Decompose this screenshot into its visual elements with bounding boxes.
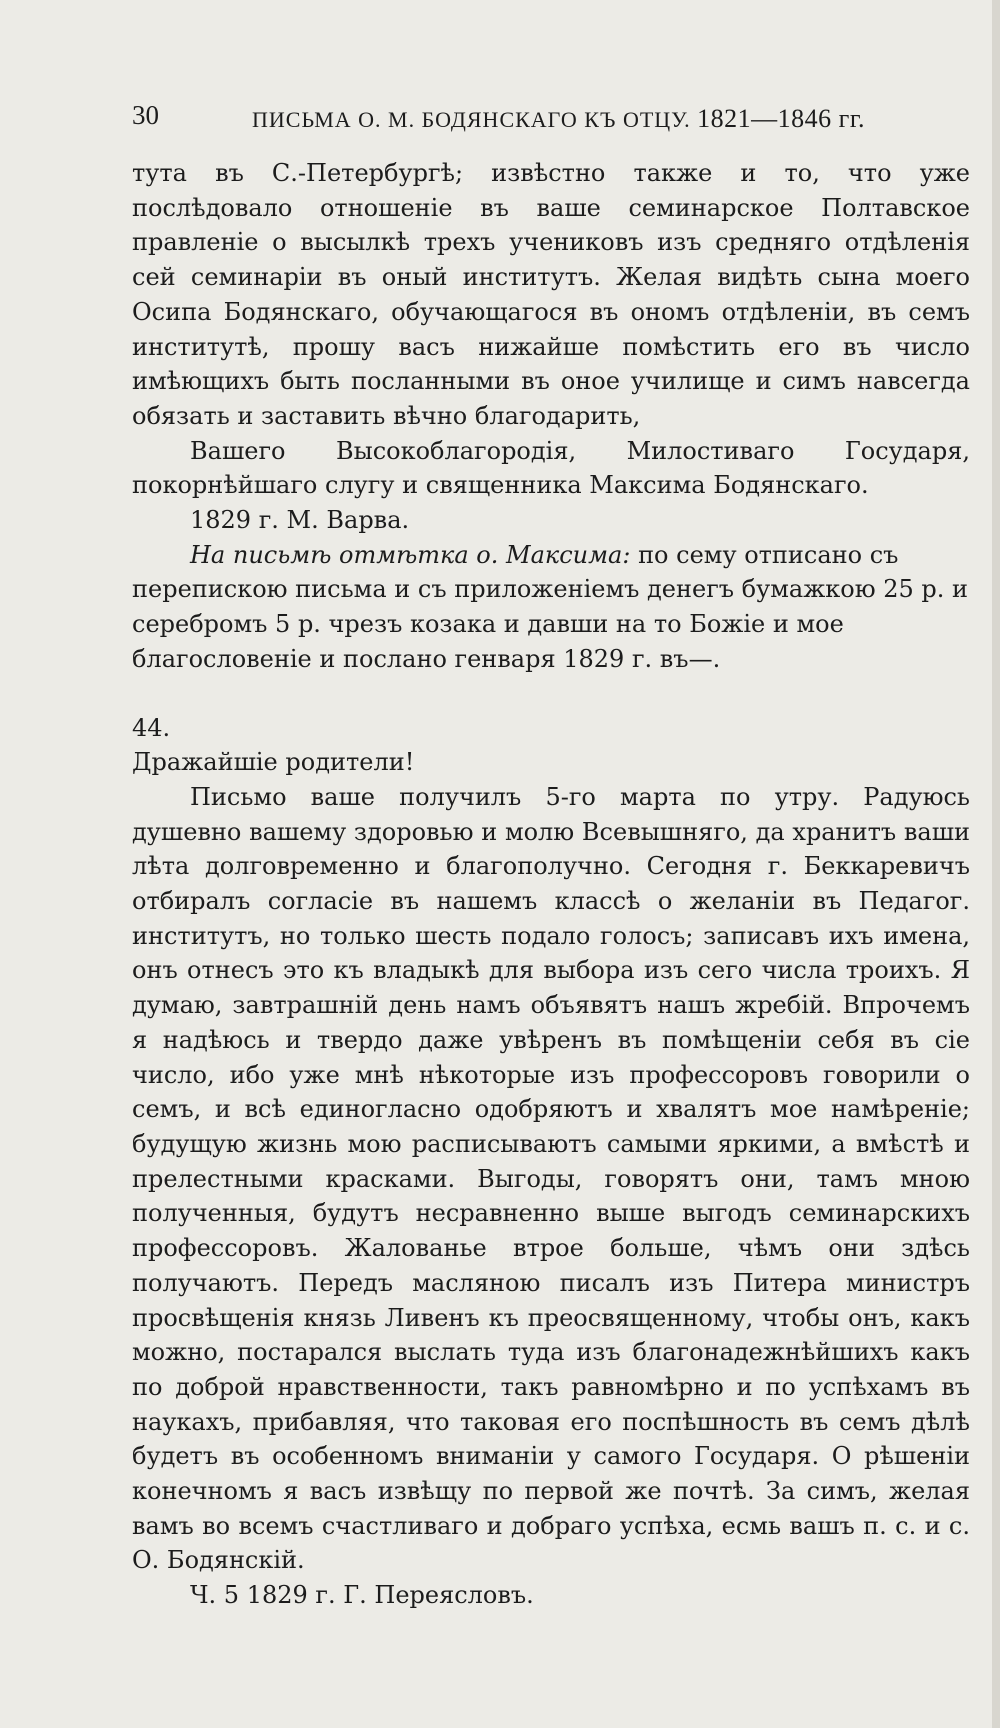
page-header (132, 100, 872, 136)
annotation-paragraph (132, 538, 970, 677)
date-place: 1829 г. М. Варва. (190, 506, 410, 535)
letter-salutation: Дражайшіе родители! (132, 748, 415, 777)
continued-paragraph: тута въ С.-Петербургѣ; извѣстно также и то, что уже послѣдовало отношеніе въ ваше семинарское Полтавское правленіе о высылкѣ трехъ учениковъ изъ средняго отдѣленія сей семинаріи въ оный институтъ. Желая видѣть сына моего Осипа Бодянскаго, обучающагося въ ономъ отдѣленіи, въ семъ институтѣ, прошу васъ нижайше помѣстить его въ число имѣющихъ быть посланными въ оное училище и симъ навсегда обязать и заставить вѣчно благодарить, (132, 159, 970, 430)
letter-date-signature: Ч. 5 1829 г. Г. Переясловъ. (190, 1581, 534, 1610)
page-edge (992, 0, 1000, 1728)
running-head (252, 104, 865, 134)
annotation-label: На письмѣ отмѣтка о. Максима: (190, 540, 631, 569)
letter-closing: Вашего Высокоблагородія, Милостиваго Государя, покорнѣйшаго слугу и священника Максима Бодянскаго. (132, 436, 970, 500)
running-head-title: ПИСЬМА О. М. БОДЯНСКАГО КЪ ОТЦУ. (252, 107, 691, 132)
running-head-years: 1821—1846 гг. (697, 104, 866, 133)
letter-number: 44. (132, 713, 171, 742)
page-body (132, 156, 970, 1613)
annotation-text: по сему отписано съ перепискою письма и съ приложеніемъ денегъ бумажкою 25 р. и серебромъ 5 р. чрезъ козака и давши на то Божіе и мое благословеніе и послано генваря 1829 г. въ—. (132, 540, 969, 673)
letter-body: Письмо ваше получилъ 5-го марта по утру. Радуюсь душевно вашему здоровью и молю Всевышняго, да хранитъ ваши лѣта долговременно и благополучно. Сегодня г. Беккаревичъ отбиралъ согласіе въ нашемъ классѣ о желаніи въ Педагог. институтъ, но только шесть подало голосъ; записавъ ихъ имена, онъ отнесъ это къ владыкѣ для выбора изъ сего числа троихъ. Я думаю, завтрашній день намъ объявятъ нашъ жребій. Впрочемъ я надѣюсь и твердо даже увѣренъ въ помѣщеніи себя въ сіе число, ибо уже мнѣ нѣкоторые изъ профессоровъ говорили о семъ, и всѣ единогласно одобряютъ и хвалятъ мое намѣреніе; будущую жизнь мою расписываютъ самыми яркими, а вмѣстѣ и прелестными красками. Выгоды, говорятъ они, тамъ мною полученныя, будутъ несравненно выше выгодъ семинарскихъ профессоровъ. Жалованье втрое больше, чѣмъ они здѣсь получаютъ. Передъ масляною писалъ изъ Питера министръ просвѣщенія князь Ливенъ къ преосвященному, чтобы онъ, какъ можно, постарался выслать туда изъ благонадежнѣйшихъ какъ по доброй нравственности, такъ равномѣрно и по успѣхамъ въ наукахъ, прибавляя, что таковая его поспѣшность въ семъ дѣлѣ будетъ въ особенномъ вниманіи у самого Государя. О рѣшеніи конечномъ я васъ извѣщу по первой же почтѣ. За симъ, желая вамъ во всемъ счастливаго и добраго успѣха, есмь вашъ п. с. и с. О. Бодянскій. (132, 782, 970, 1575)
page-number: 30 (132, 100, 159, 130)
